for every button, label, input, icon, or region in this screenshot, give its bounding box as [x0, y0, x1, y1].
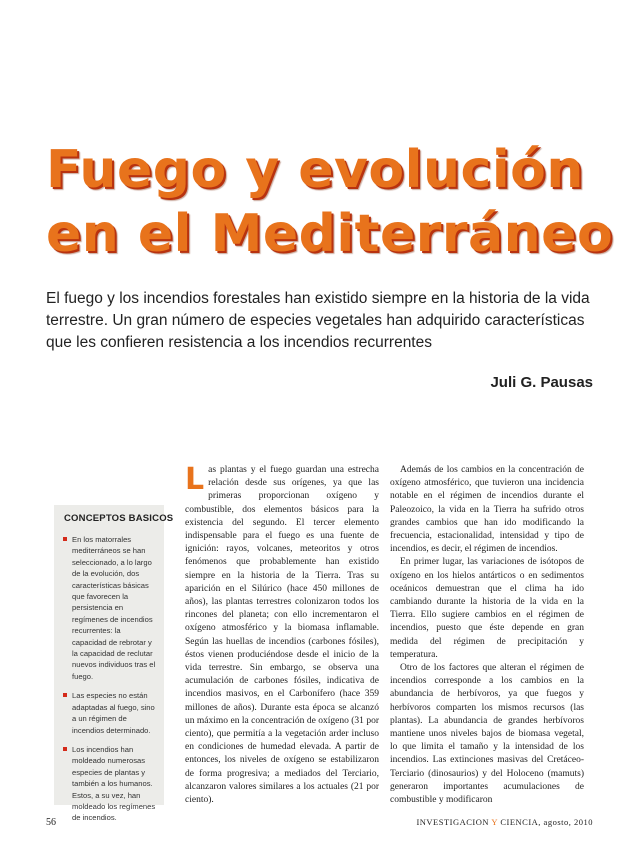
- bullet-square-icon: [63, 693, 67, 697]
- key-concept-text: En los matorrales mediterráneos se han seleccionado, a lo largo de la evolución, dos características básicas que favorecen la persistencia en regímenes de incendios recurrentes: la capacidad de rebrotar y la capacidad de reclutar nuevos individuos tras el fuego.: [72, 535, 156, 681]
- bullet-square-icon: [63, 747, 67, 751]
- key-concept-item: [62, 534, 156, 682]
- key-concepts-heading: CONCEPTOS BASICOS: [64, 513, 174, 524]
- magazine-footer: [416, 817, 593, 827]
- article-subtitle: El fuego y los incendios forestales han existido siempre en la historia de la vida terrestre. Un gran número de especies vegetales han adquirido características que les confieren resistencia a los incendios recurrentes: [46, 290, 590, 351]
- key-concept-item: [62, 690, 156, 736]
- key-concept-item: [62, 744, 156, 824]
- magazine-name-part2: CIENCIA: [497, 817, 539, 827]
- body-paragraph-text: as plantas y el fuego guardan una estrecha relación desde sus orígenes, ya que las primeras proporcionan oxígeno y combustible, dos elementos básicos para la existencia del segundo. El tercer elemento indispensable para el fuego es una fuente de ignición: rayos, volcanes, meteoritos y otros fenómenos que probablemente han existido siempre en la historia de la Tierra. Tras su aparición en el Silúrico (hace 450 millones de años), las plantas terrestres colonizaron todos los rincones del planeta; con ello incrementaron el oxígeno atmosférico y la biomasa inflamable. Según las huellas de incendios (carbones fósiles), éstos vienen produciéndose desde el inicio de la vida terrestre. Sin embargo, se observa una acumulación de carbones fósiles, indicativa de incendios masivos, en el Carbonífero (hace 359 millones de años). Durante esta época se alcanzó un máximo en la concentración de oxígeno (31 por ciento), que permitía a la vegetación arder incluso en condiciones de humedad elevada. A partir de entonces, los niveles de oxígeno se estabilizaron de forma progresiva; a mediados del Terciario, alcanzaron valores similares a los actuales (21 por ciento).: [185, 465, 379, 806]
- body-column-2: [390, 464, 584, 807]
- page-number: 56: [46, 817, 56, 828]
- issue-date: , agosto, 2010: [538, 817, 593, 827]
- body-paragraph: [185, 464, 379, 807]
- drop-cap: L: [185, 462, 205, 497]
- body-paragraph: En primer lugar, las variaciones de isótopos de oxígeno en los hielos antárticos o en sedimentos oceánicos demuestran que el clima ha ido cambiando durante la historia de la vida en la Tierra. Ello sugiere cambios en el régimen de incendios, puesto que éste depende en gran medida del régimen de precipitación y temperatura.: [390, 557, 584, 660]
- body-paragraph: Otro de los factores que alteran el régimen de incendios corresponde a los cambios en la abundancia de herbívoros, ya que fuegos y herbívoros comparten los mismos recursos (las plantas). La abundancia de grandes herbívoros mantiene unos niveles bajos de biomasa vegetal, lo que limita el tamaño y la intensidad de los incendios. Las extinciones masivas del Cretáceo-Terciario (dinosaurios) y del Holoceno (mamuts) generaron importantes acumulaciones de combustible y modificaron: [390, 663, 584, 806]
- article-title: [46, 138, 614, 266]
- body-paragraph: Además de los cambios en la concentración de oxígeno atmosférico, que tuvieron una incidencia notable en el régimen de incendios durante el Paleozoico, la vida en la Tierra ha sufrido otros grandes cambios que han ido modificando la frecuencia, estacionalidad, intensidad y tipo de incendios, es decir, el régimen de incendios.: [390, 465, 584, 555]
- magazine-name-y: Y: [491, 817, 498, 827]
- bullet-square-icon: [63, 537, 67, 541]
- key-concept-text: Los incendios han moldeado numerosas especies de plantas y también a los humanos. Estos, a su vez, han moldeado los regímenes de incendios.: [72, 744, 156, 823]
- body-column-1: [185, 464, 379, 807]
- magazine-name-part1: INVESTIGACION: [416, 817, 492, 827]
- title-line-1: Fuego y evolución: [46, 140, 584, 200]
- author-name: Juli G. Pausas: [490, 374, 593, 391]
- key-concept-text: Las especies no están adaptadas al fuego, sino a un régimen de incendios determinado.: [72, 691, 155, 735]
- key-concepts-box: [54, 505, 174, 823]
- title-line-2: en el Mediterráneo: [46, 204, 614, 264]
